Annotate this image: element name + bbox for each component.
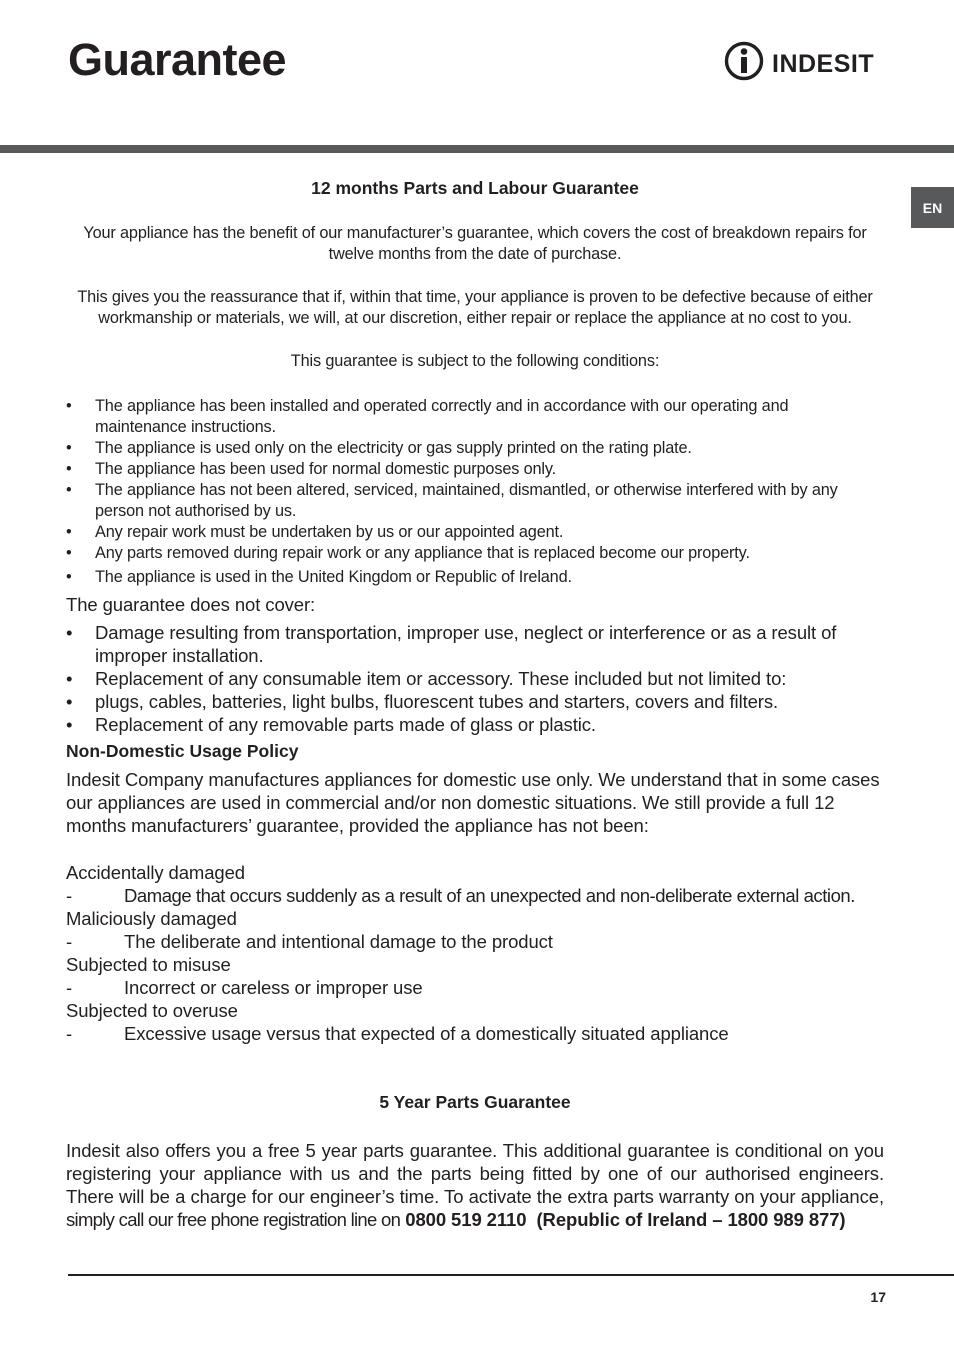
- description-row: [66, 884, 884, 907]
- list-item: • The appliance has not been altered, serviced, maintained, dismantled, or otherwise interfered with by any person not authorised by us.: [66, 480, 856, 522]
- footer-rule: [68, 1274, 954, 1276]
- phone-number-ireland: (Republic of Ireland – 1800 989 877): [536, 1209, 846, 1230]
- list-item: • Any repair work must be undertaken by us or our appointed agent.: [66, 522, 856, 543]
- description-row: [66, 930, 884, 953]
- term-maliciously-damaged: Maliciously damaged: [66, 908, 237, 929]
- list-item: • Replacement of any removable parts made of glass or plastic.: [66, 713, 866, 736]
- section-heading-12-months: 12 months Parts and Labour Guarantee: [311, 178, 639, 198]
- dash: -: [66, 1023, 73, 1044]
- list-item: • The appliance has been installed and operated correctly and in accordance with our operating and maintenance instructions.: [66, 396, 856, 438]
- list-item: • Damage resulting from transportation, improper use, neglect or interference or as a result of improper installation.: [66, 621, 866, 667]
- intro-paragraph-2: This gives you the reassurance that if, within that time, your appliance is proven to be defective because of either workmanship or materials, we will, at our discretion, either repair or replace the appliance at no cost to you.: [77, 288, 873, 327]
- phone-number-uk: 0800 519 2110: [405, 1209, 527, 1230]
- non-domestic-heading: Non-Domestic Usage Policy: [66, 741, 299, 761]
- dash: -: [66, 931, 73, 952]
- term-accidentally-damaged: Accidentally damaged: [66, 862, 245, 883]
- description-row: [66, 976, 884, 999]
- not-cover-intro: The guarantee does not cover:: [66, 594, 316, 615]
- dash: -: [66, 977, 73, 998]
- language-tab: EN: [911, 187, 954, 228]
- description-text: The deliberate and intentional damage to the product: [124, 931, 553, 952]
- intro-paragraph-1: Your appliance has the benefit of our manufacturer’s guarantee, which covers the cost of breakdown repairs for twelve months from the date of purchase.: [83, 224, 867, 263]
- list-item: • The appliance has been used for normal domestic purposes only.: [66, 459, 856, 480]
- indesit-logo-icon: [724, 40, 886, 82]
- header-rule: [0, 145, 954, 153]
- description-text: Damage that occurs suddenly as a result of an unexpected and non-deliberate external action.: [124, 885, 855, 906]
- not-cover-list: [66, 621, 866, 736]
- indesit-logo: [724, 40, 886, 82]
- term-subjected-to-misuse: Subjected to misuse: [66, 954, 231, 975]
- conditions-list: [66, 396, 856, 588]
- non-domestic-intro: Indesit Company manufactures appliances for domestic use only. We understand that in some cases our appliances are used in commercial and/or non domestic situations. We still provide a full 12 months manufacturers’ guarantee, provided the appliance has not been:: [66, 769, 880, 836]
- registration-line-prefix: simply call our free phone registration line on: [66, 1209, 401, 1230]
- list-item: • The appliance is used in the United Kingdom or Republic of Ireland.: [66, 567, 856, 588]
- description-text: Excessive usage versus that expected of a domestically situated appliance: [124, 1023, 729, 1044]
- conditions-intro: This guarantee is subject to the following conditions:: [290, 352, 660, 370]
- page-number: 17: [870, 1289, 886, 1305]
- five-year-heading: 5 Year Parts Guarantee: [379, 1092, 571, 1112]
- description-row: [66, 1022, 884, 1045]
- page-title: Guarantee: [68, 34, 287, 85]
- list-item: • plugs, cables, batteries, light bulbs, fluorescent tubes and starters, covers and filters.: [66, 690, 866, 713]
- brand-name: INDESIT: [772, 50, 875, 78]
- five-year-paragraph: Indesit also offers you a free 5 year parts guarantee. This additional guarantee is conditional on you registering your appliance with us and the parts being fitted by one of our authorised engineers. There will be a charge for our engineer’s time. To activate the extra parts warranty on your appliance,: [66, 1140, 884, 1207]
- list-item: • Replacement of any consumable item or accessory. These included but not limited to:: [66, 667, 866, 690]
- dash: -: [66, 885, 73, 906]
- registration-line: [66, 1208, 884, 1231]
- term-subjected-to-overuse: Subjected to overuse: [66, 1000, 238, 1021]
- list-item: • Any parts removed during repair work or any appliance that is replaced become our property.: [66, 543, 856, 564]
- description-text: Incorrect or careless or improper use: [124, 977, 423, 998]
- non-domestic-items: [66, 861, 884, 1045]
- list-item: • The appliance is used only on the electricity or gas supply printed on the rating plate.: [66, 438, 856, 459]
